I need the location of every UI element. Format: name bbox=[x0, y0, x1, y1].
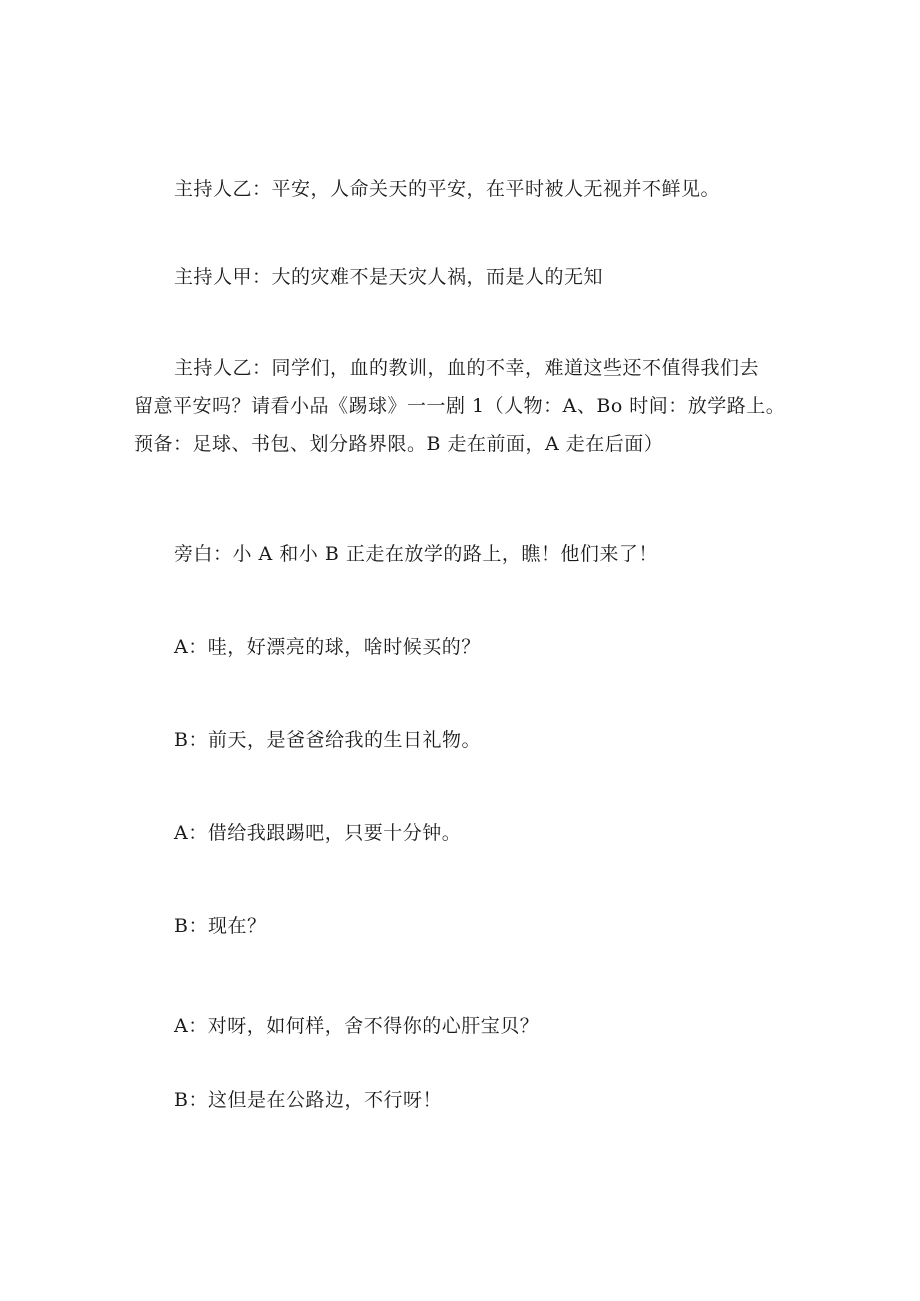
text-line: A：对呀，如何样，舍不得你的心肝宝贝？ bbox=[174, 1015, 540, 1037]
text-line: 主持人乙：平安，人命关天的平安，在平时被人无视并不鲜见。 bbox=[174, 178, 721, 200]
text-line: A：借给我跟踢吧，只要十分钟。 bbox=[174, 822, 462, 844]
paragraph-narration bbox=[134, 535, 854, 573]
text-line: 留意平安吗？请看小品《踢球》一一剧 1（人物：A、Bo 时间：放学路上。 bbox=[134, 395, 786, 417]
text-line: A：哇，好漂亮的球，啥时候买的？ bbox=[174, 636, 481, 658]
dialogue-b-3 bbox=[134, 1081, 854, 1119]
dialogue-b-2 bbox=[134, 907, 854, 945]
dialogue-b-1 bbox=[134, 721, 854, 759]
text-line: 主持人甲：大的灾难不是天灾人祸，而是人的无知 bbox=[174, 266, 604, 288]
paragraph-host-b-skit-intro bbox=[134, 349, 814, 463]
paragraph-host-b-safety bbox=[134, 170, 854, 208]
text-line: 主持人乙：同学们，血的教训，血的不幸，难道这些还不值得我们去 bbox=[174, 357, 760, 379]
text-line: B：现在？ bbox=[174, 915, 267, 937]
dialogue-a-3 bbox=[134, 1007, 854, 1045]
dialogue-a-2 bbox=[134, 814, 854, 852]
paragraph-host-a-disaster bbox=[134, 258, 854, 296]
text-line: 旁白：小 A 和小 B 正走在放学的路上，瞧！他们来了！ bbox=[174, 543, 658, 565]
dialogue-a-1 bbox=[134, 628, 854, 666]
text-line: B：这但是在公路边，不行呀！ bbox=[174, 1089, 442, 1111]
text-line: 预备：足球、书包、划分路界限。B 走在前面，A 走在后面） bbox=[134, 433, 664, 455]
text-line: B：前天，是爸爸给我的生日礼物。 bbox=[174, 729, 481, 751]
